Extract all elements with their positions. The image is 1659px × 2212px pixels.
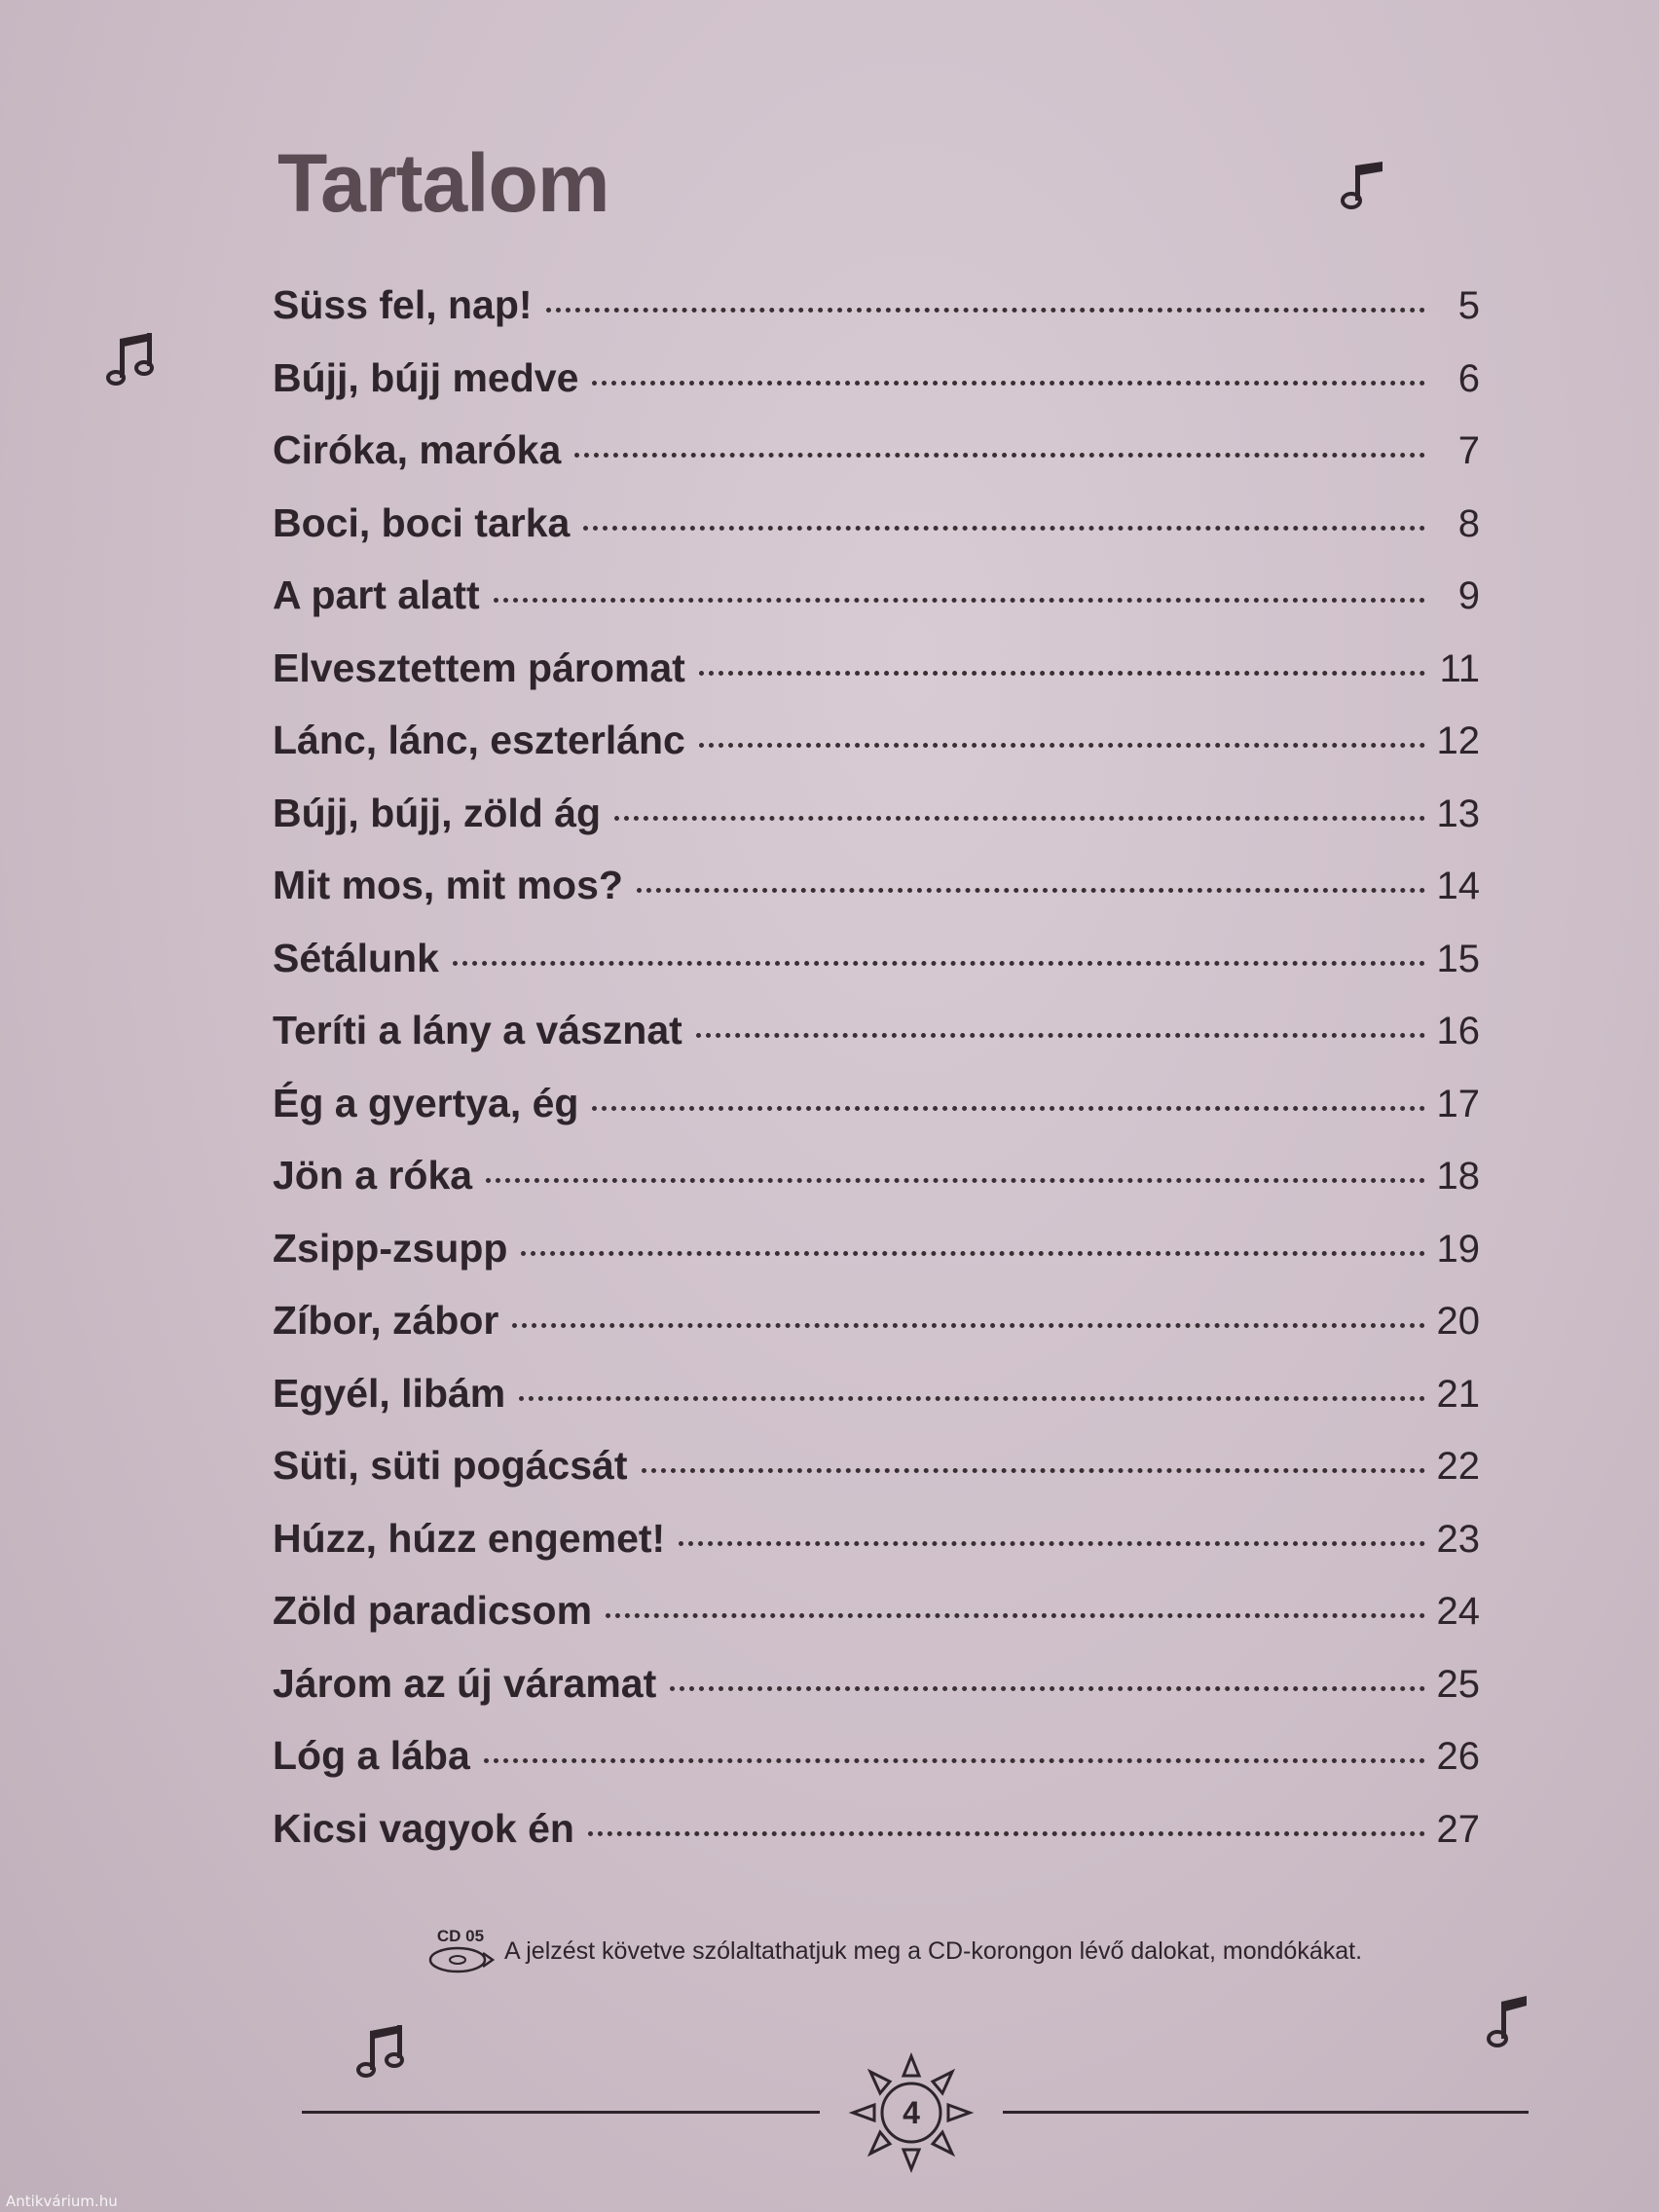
toc-entry-page: 16 xyxy=(1436,1010,1480,1052)
toc-entry-title: Elvesztettem páromat xyxy=(273,645,685,690)
watermark: Antikvárium.hu xyxy=(6,2193,118,2210)
footer-rule-right xyxy=(1003,2111,1529,2114)
toc-entry xyxy=(273,1661,1480,1734)
toc-entry xyxy=(273,1733,1480,1806)
music-note-icon xyxy=(1334,156,1392,214)
dot-leader xyxy=(679,1541,1425,1546)
toc-entry-page: 24 xyxy=(1436,1590,1480,1633)
dot-leader xyxy=(494,598,1425,603)
table-of-contents xyxy=(273,282,1480,1878)
toc-entry xyxy=(273,572,1480,645)
dot-leader xyxy=(592,381,1425,386)
toc-entry xyxy=(273,791,1480,864)
toc-entry xyxy=(273,1588,1480,1661)
double-music-note-icon xyxy=(352,2023,413,2083)
toc-entry-title: Teríti a lány a vásznat xyxy=(273,1008,682,1052)
dot-leader xyxy=(521,1251,1425,1256)
toc-entry-title: Egyél, libám xyxy=(273,1370,506,1416)
toc-entry xyxy=(273,1806,1480,1879)
toc-entry-title: Bújj, bújj, zöld ág xyxy=(273,790,602,835)
toc-entry-title: Bújj, bújj medve xyxy=(273,354,579,400)
toc-entry-page: 7 xyxy=(1457,429,1480,472)
toc-entry xyxy=(273,936,1480,1009)
toc-entry-page: 21 xyxy=(1436,1372,1480,1416)
dot-leader xyxy=(519,1396,1425,1401)
toc-entry xyxy=(273,645,1480,719)
toc-entry xyxy=(273,1443,1480,1516)
dot-leader xyxy=(588,1831,1425,1836)
toc-entry-title: Boci, boci tarka xyxy=(273,499,571,545)
dot-leader xyxy=(699,743,1425,748)
toc-entry xyxy=(273,1298,1480,1371)
toc-entry-page: 13 xyxy=(1436,792,1480,835)
toc-entry-page: 6 xyxy=(1457,356,1480,400)
cd-disc-icon xyxy=(426,1945,495,1974)
toc-entry-page: 12 xyxy=(1436,719,1480,762)
toc-entry-title: Zsipp-zsupp xyxy=(273,1225,508,1271)
toc-entry-title: Ég a gyertya, ég xyxy=(273,1080,579,1125)
toc-entry-page: 9 xyxy=(1457,574,1480,617)
toc-entry xyxy=(273,1081,1480,1154)
toc-entry-title: Járom az új váramat xyxy=(273,1660,657,1706)
dot-leader xyxy=(453,961,1425,966)
toc-entry xyxy=(273,1226,1480,1299)
toc-entry-title: Süti, süti pogácsát xyxy=(273,1443,628,1488)
toc-entry-page: 26 xyxy=(1436,1735,1480,1778)
toc-entry xyxy=(273,1371,1480,1444)
toc-entry-title: Lánc, lánc, eszterlánc xyxy=(273,718,685,762)
toc-entry-title: Jön a róka xyxy=(273,1153,473,1198)
toc-entry-title: Mit mos, mit mos? xyxy=(273,863,623,907)
page-number: 4 xyxy=(903,2095,920,2130)
toc-entry-page: 19 xyxy=(1436,1227,1480,1271)
toc-entry-title: Ciróka, maróka xyxy=(273,427,562,472)
toc-entry xyxy=(273,282,1480,355)
dot-leader xyxy=(670,1686,1425,1691)
toc-entry-title: Sétálunk xyxy=(273,935,439,980)
toc-entry-title: Kicsi vagyok én xyxy=(273,1805,574,1851)
dot-leader xyxy=(642,1468,1426,1473)
toc-entry-title: Húzz, húzz engemet! xyxy=(273,1515,666,1561)
toc-entry-page: 8 xyxy=(1457,501,1480,545)
footer-rule-left xyxy=(302,2111,820,2114)
dot-leader xyxy=(699,671,1425,676)
toc-entry xyxy=(273,1153,1480,1226)
dot-leader xyxy=(484,1758,1425,1763)
toc-entry-page: 14 xyxy=(1436,865,1480,907)
toc-entry xyxy=(273,500,1480,573)
dot-leader xyxy=(606,1613,1425,1618)
toc-entry-page: 18 xyxy=(1436,1155,1480,1198)
toc-entry-title: Zíbor, zábor xyxy=(273,1298,499,1343)
toc-entry xyxy=(273,718,1480,791)
toc-entry xyxy=(273,355,1480,428)
toc-entry-page: 5 xyxy=(1457,284,1480,327)
cd-legend-text: A jelzést követve szólaltathatjuk meg a CD-korongon lévő dalokat, mondókákat. xyxy=(504,1936,1363,1965)
toc-entry-page: 11 xyxy=(1439,646,1480,690)
toc-entry-page: 25 xyxy=(1436,1662,1480,1706)
dot-leader xyxy=(696,1033,1425,1038)
toc-entry xyxy=(273,1516,1480,1589)
dot-leader xyxy=(637,888,1425,893)
double-music-note-icon xyxy=(102,331,163,391)
page-title: Tartalom xyxy=(277,137,609,229)
music-note-icon xyxy=(1480,1992,1538,2054)
toc-entry-page: 22 xyxy=(1436,1445,1480,1488)
dot-leader xyxy=(546,308,1425,313)
toc-entry xyxy=(273,427,1480,500)
toc-entry xyxy=(273,863,1480,936)
cd-legend xyxy=(426,1928,1497,1974)
dot-leader xyxy=(512,1323,1425,1328)
toc-entry-page: 15 xyxy=(1436,937,1480,980)
dot-leader xyxy=(592,1106,1425,1111)
toc-entry-title: Süss fel, nap! xyxy=(273,282,533,327)
toc-entry-page: 17 xyxy=(1436,1082,1480,1125)
toc-entry-page: 27 xyxy=(1436,1807,1480,1851)
cd-label: CD 05 xyxy=(436,1927,485,1945)
toc-entry-page: 20 xyxy=(1436,1300,1480,1343)
toc-entry-title: Zöld paradicsom xyxy=(273,1588,593,1633)
toc-entry-page: 23 xyxy=(1436,1517,1480,1561)
toc-entry-title: Lóg a lába xyxy=(273,1733,470,1778)
dot-leader xyxy=(574,453,1425,458)
toc-entry xyxy=(273,1008,1480,1081)
cd-badge xyxy=(426,1928,495,1974)
dot-leader xyxy=(583,526,1425,531)
dot-leader xyxy=(486,1178,1425,1183)
dot-leader xyxy=(614,816,1425,821)
toc-entry-title: A part alatt xyxy=(273,572,480,617)
